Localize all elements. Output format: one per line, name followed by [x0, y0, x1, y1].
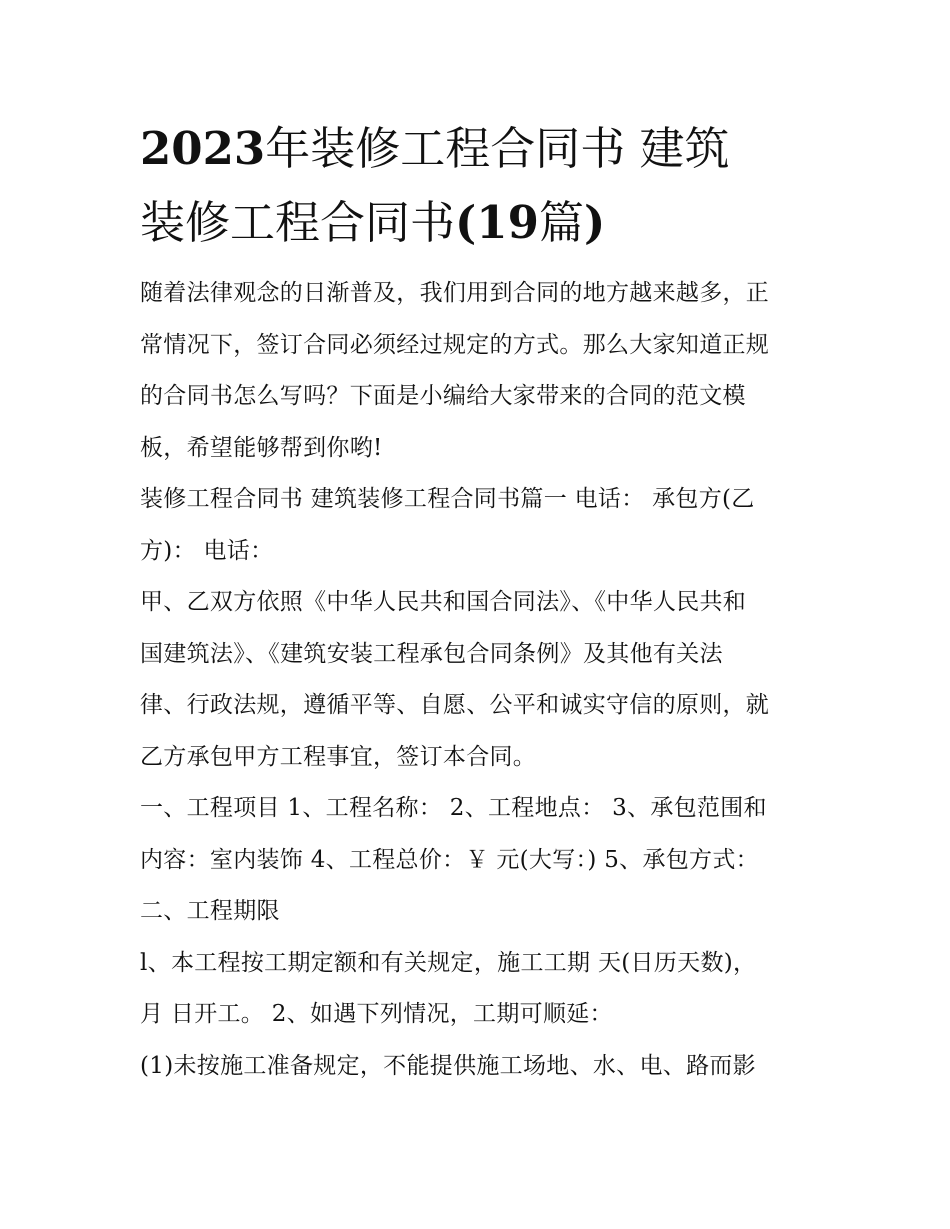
document-page [140, 112, 820, 1092]
document-title [140, 112, 820, 260]
paragraph-line: 方)： 电话： [140, 537, 274, 564]
title-line-2-text-b: 篇 [538, 196, 584, 249]
paragraph-line: 一、工程项目 1、工程名称： 2、工程地点： 3、承包范围和 [140, 795, 767, 821]
paragraph-line: 律、行政法规，遵循平等、自愿、公平和诚实守信的原则，就 [140, 692, 770, 718]
paragraph-line: 内容：室内装饰 4、工程总价：￥ 元(大写：) 5、承包方式： [140, 846, 759, 873]
paragraph-line: 板，希望能够帮到你哟! [140, 434, 383, 461]
section-heading-duration [140, 886, 820, 938]
paragraph-contract-header [140, 474, 820, 577]
paragraph-line: 月 日开工。 2、如遇下列情况，工期可顺延： [140, 1001, 613, 1027]
title-close-paren: ) [583, 196, 606, 249]
title-year: 2023 [140, 122, 266, 175]
paragraph-legal-basis [140, 577, 820, 783]
paragraph-line: 的合同书怎么写吗？下面是小编给大家带来的合同的范文模 [140, 383, 746, 409]
paragraph-line: (1)未按施工准备规定，不能提供施工场地、水、电、路而影 [140, 1052, 756, 1079]
title-line-2 [140, 186, 820, 260]
paragraph-line: 常情况下，签订合同必须经过规定的方式。那么大家知道正规 [140, 331, 770, 358]
paragraph-line: 乙方承包甲方工程事宜，签订本合同。 [140, 743, 537, 770]
title-line-1-text: 年装修工程合同书 建筑 [265, 122, 730, 175]
paragraph-line: 随着法律观念的日渐普及，我们用到合同的地方越来越多，正 [140, 280, 770, 306]
paragraph-line: 国建筑法》、《建筑安装工程承包合同条例》及其他有关法 [140, 640, 723, 667]
paragraph-line: 装修工程合同书 建筑装修工程合同书篇一 电话： 承包方(乙 [140, 486, 755, 512]
paragraph-project-items [140, 783, 820, 886]
title-line-2-text-a: 装修工程合同书 [140, 196, 456, 249]
paragraph-extension-conditions [140, 1041, 820, 1093]
paragraph-line: 甲、乙双方依照《中华人民共和国合同法》、《中华人民共和 [140, 589, 747, 615]
title-line-1 [140, 112, 820, 186]
paragraph-duration-terms [140, 938, 820, 1041]
paragraph-line: 二、工程期限 [140, 898, 280, 924]
paragraph-line: l、本工程按工期定额和有关规定，施工工期 天(日历天数)， [140, 949, 757, 976]
paragraph-intro [140, 268, 820, 474]
title-count: (19 [455, 196, 539, 249]
